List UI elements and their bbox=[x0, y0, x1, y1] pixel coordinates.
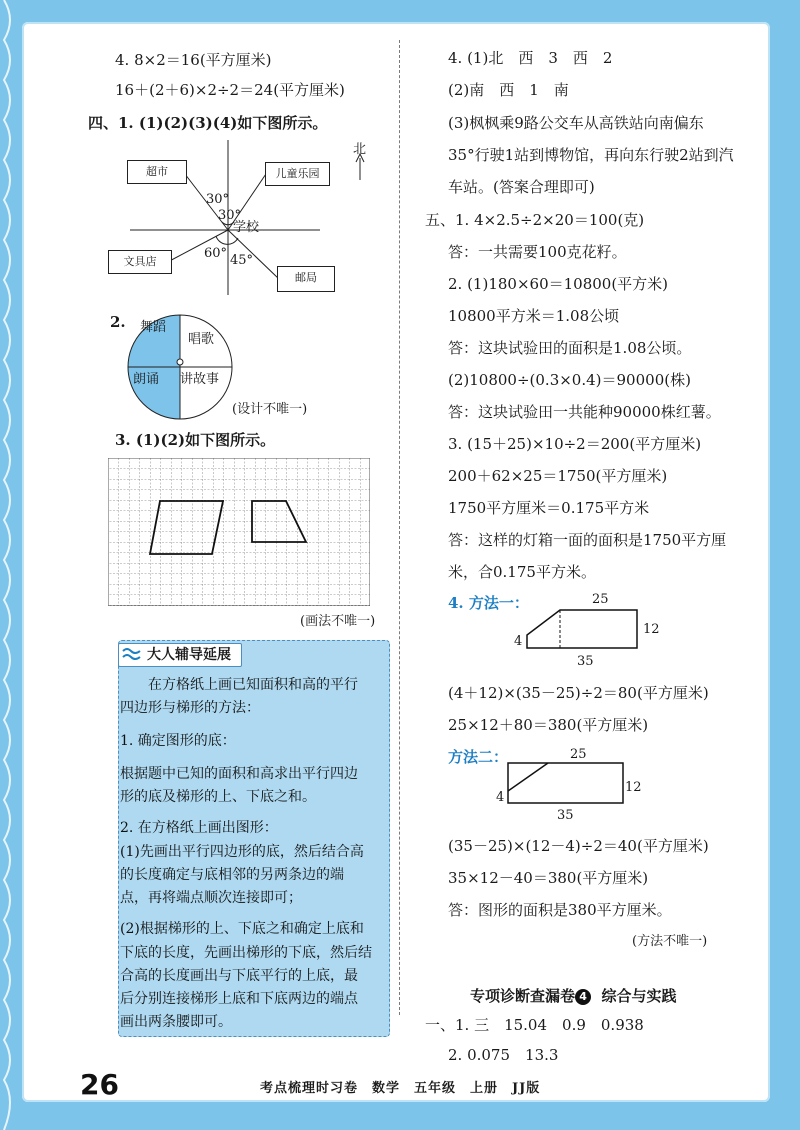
answer-r19: 25×12＋80＝380(平方厘米) bbox=[448, 716, 649, 734]
footer-text: 考点梳理时习卷 数学 五年级 上册 JJ版 bbox=[260, 1081, 541, 1096]
postoffice-box: 邮局 bbox=[277, 266, 335, 292]
answer-r3: (3)枫枫乘9路公交车从高铁站向南偏东 bbox=[448, 114, 704, 132]
question-3: 3. (1)(2)如下图所示。 bbox=[115, 431, 276, 449]
extension-line: 在方格纸上画已知面积和高的平行 bbox=[148, 677, 358, 693]
method-1-figure bbox=[525, 600, 640, 650]
extension-line: 根据题中已知的面积和高求出平行四边 bbox=[120, 766, 358, 782]
answer-r10: 答：这块试验田的面积是1.08公顷。 bbox=[448, 339, 692, 357]
supermarket-box: 超市 bbox=[127, 160, 187, 184]
extension-line: 点，再将端点顺次连接即可； bbox=[120, 890, 302, 906]
angle-label: 30° bbox=[206, 192, 230, 207]
answer-r15: 1750平方厘米＝0.175平方米 bbox=[448, 499, 650, 517]
heading-title: 专项诊断查漏卷 bbox=[470, 987, 576, 1005]
extension-line: 四边形与梯形的方法： bbox=[120, 700, 260, 716]
pie-label-dance: 舞蹈 bbox=[140, 320, 167, 335]
method-2-label: 方法二： bbox=[448, 748, 509, 766]
wave-icon bbox=[122, 647, 142, 661]
answer-r8: 2. (1)180×60＝10800(平方米) bbox=[448, 275, 669, 293]
m2-bottom: 35 bbox=[557, 808, 574, 823]
question-2: 2. bbox=[110, 313, 126, 331]
answer-r25: 2. 0.075 13.3 bbox=[448, 1046, 559, 1064]
extension-line: 后分别连接梯形上底和下底两边的端点 bbox=[120, 991, 358, 1007]
m1-bottom: 35 bbox=[577, 654, 594, 669]
answer-r2: (2)南 西 1 南 bbox=[448, 81, 569, 99]
answer-r20: (35－25)×(12－4)÷2＝40(平方厘米) bbox=[448, 837, 709, 855]
answer-r11: (2)10800÷(0.3×0.4)＝90000(株) bbox=[448, 371, 691, 389]
extension-line: 合高的长度画出与下底平行的上底，最 bbox=[120, 968, 358, 984]
extension-title: 大人辅导延展 bbox=[118, 643, 242, 667]
answer-r18: (4＋12)×(35－25)÷2＝80(平方厘米) bbox=[448, 684, 709, 702]
left-wave-border bbox=[0, 0, 22, 1130]
m1-top: 25 bbox=[592, 592, 609, 607]
section-4-q1: 四、1. (1)(2)(3)(4)如下图所示。 bbox=[88, 114, 328, 132]
column-divider bbox=[399, 40, 400, 1015]
m2-top: 25 bbox=[570, 747, 587, 762]
m1-left: 4 bbox=[514, 634, 523, 649]
playground-box: 儿童乐园 bbox=[265, 162, 330, 186]
answer-r16: 答：这样的灯箱一面的面积是1750平方厘 bbox=[448, 531, 727, 549]
answer-4: 4. 8×2＝16(平方厘米) bbox=[115, 51, 272, 69]
answer-r7: 答：一共需要100克花籽。 bbox=[448, 243, 627, 261]
north-label: 北 bbox=[353, 142, 367, 157]
method-1-label: 4. 方法一： bbox=[448, 594, 529, 612]
extension-line: (1)先画出平行四边形的底，然后结合高 bbox=[120, 844, 364, 860]
extension-line: 2. 在方格纸上画出图形： bbox=[120, 820, 278, 836]
extension-line: 画出两条腰即可。 bbox=[120, 1014, 232, 1030]
pie-label-story: 讲故事 bbox=[180, 372, 220, 387]
answer-r1: 4. (1)北 西 3 西 2 bbox=[448, 49, 613, 67]
school-label: 学校 bbox=[233, 220, 260, 235]
answer-r21: 35×12－40＝380(平方厘米) bbox=[448, 869, 649, 887]
angle-label: 60° bbox=[204, 246, 228, 261]
answer-r4: 35°行驶1站到博物馆，再向东行驶2站到汽 bbox=[448, 146, 734, 164]
answer-r22: 答：图形的面积是380平方厘米。 bbox=[448, 901, 672, 919]
method-note: (方法不唯一) bbox=[632, 934, 708, 949]
stationery-box: 文具店 bbox=[108, 250, 172, 274]
heading-number: 4 bbox=[575, 989, 591, 1005]
answer-r6: 五、1. 4×2.5÷2×20＝100(克) bbox=[425, 211, 645, 229]
m1-right: 12 bbox=[643, 622, 660, 637]
section-heading bbox=[470, 985, 676, 1006]
angle-label: 45° bbox=[230, 253, 254, 268]
answer-r13: 3. (15＋25)×10÷2＝200(平方厘米) bbox=[448, 435, 702, 453]
answer-r14: 200＋62×25＝1750(平方厘米) bbox=[448, 467, 668, 485]
pie-label-sing: 唱歌 bbox=[188, 332, 215, 347]
answer-r24: 一、1. 三 15.04 0.9 0.938 bbox=[425, 1016, 644, 1034]
draw-note: (画法不唯一) bbox=[300, 614, 376, 629]
angle-label: 30° bbox=[218, 208, 242, 223]
grid-drawing bbox=[108, 458, 370, 606]
extension-line: 形的底及梯形的上、下底之和。 bbox=[120, 789, 316, 805]
m2-right: 12 bbox=[625, 780, 642, 795]
extension-line: 下底的长度，先画出梯形的下底，然后结 bbox=[120, 945, 372, 961]
answer-r5: 车站。(答案合理即可) bbox=[448, 178, 595, 196]
pie-label-recite: 朗诵 bbox=[133, 372, 160, 387]
extension-line: (2)根据梯形的上、下底之和确定上底和 bbox=[120, 921, 364, 937]
answer-4-cont: 16＋(2＋6)×2÷2＝24(平方厘米) bbox=[115, 81, 345, 99]
design-note: (设计不唯一) bbox=[232, 402, 308, 417]
answer-r12: 答：这块试验田一共能种90000株红薯。 bbox=[448, 403, 721, 421]
answer-r9: 10800平方米＝1.08公顷 bbox=[448, 307, 620, 325]
page-number: 26 bbox=[80, 1068, 119, 1101]
answer-r17: 米，合0.175平方米。 bbox=[448, 563, 596, 581]
extension-line: 的长度确定与底相邻的另两条边的端 bbox=[120, 867, 344, 883]
extension-line: 1. 确定图形的底： bbox=[120, 733, 236, 749]
heading-subtitle: 综合与实践 bbox=[601, 987, 677, 1005]
m2-left: 4 bbox=[496, 790, 505, 805]
method-2-figure bbox=[506, 755, 626, 805]
